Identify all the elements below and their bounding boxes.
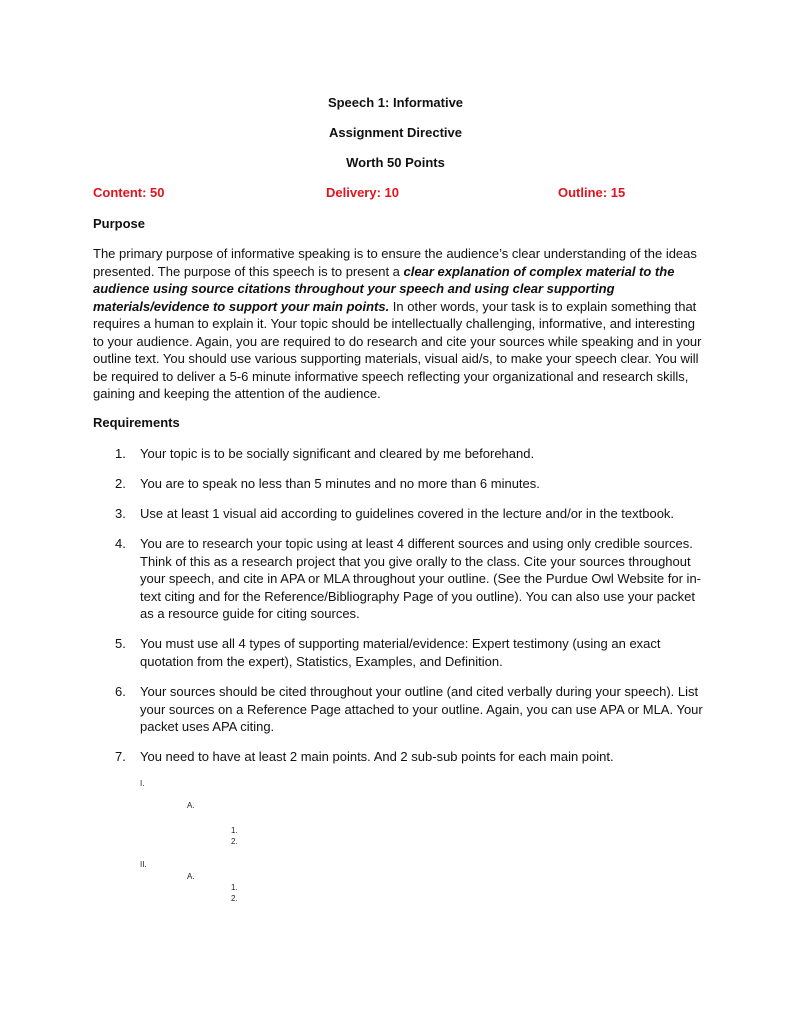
requirement-number: 2. [115,476,126,491]
requirements-heading: Requirements [93,415,180,430]
outline-score: Outline: 15 [558,185,626,200]
requirement-text: Use at least 1 visual aid according to guidelines covered in the lecture and/or in the textbook. [140,506,675,521]
requirement-text: You are to research your topic using at least 4 different sources and using only credible sources. Think of this as a research project that you give orally to the class. Cite your sources throughout your speech, and cite in APA or MLA throughout your outline. (See the Purdue Owl Website for in-text citing and for the Reference/Bibliography Page of you outline). You can also use your packet as a resource guide for citing sources. [140,536,701,621]
outline-number-2: 2. [231,894,238,903]
outline-letter-a: A. [187,872,195,881]
requirement-number: 5. [115,636,126,651]
outline-number-2: 2. [231,837,238,846]
requirement-text: You need to have at least 2 main points. And 2 sub-sub points for each main point. [140,749,614,764]
purpose-paragraph [93,245,703,403]
purpose-text-after: In other words, your task is to explain something that requires a human to explain it. Your topic should be intellectually challenging, informative, and interesting to your audience. Again, you are required to do research and cite your sources while speaking and in your outline text. You should use various supporting materials, visual aid/s, to make your speech clear. You will be required to deliver a 5-6 minute informative speech reflecting your organizational and research skills, gaining and keeping the attention of the audience. [93,298,702,401]
outline-roman-ii: II. [140,860,147,869]
requirement-text: Your topic is to be socially significant and cleared by me beforehand. [140,446,535,461]
requirement-text: You are to speak no less than 5 minutes and no more than 6 minutes. [140,476,540,491]
requirement-number: 4. [115,536,126,551]
purpose-heading: Purpose [93,216,146,231]
points-worth: Worth 50 Points [346,155,445,170]
requirement-number: 6. [115,684,126,699]
delivery-score: Delivery: 10 [326,185,399,200]
requirement-text: Your sources should be cited throughout your outline (and cited verbally during your speech). List your sources on a Reference Page attached to your outline. Again, you can use APA or MLA. Your packet uses APA citing. [140,684,703,734]
requirement-number: 1. [115,446,126,461]
requirement-text: You must use all 4 types of supporting material/evidence: Expert testimony (using an exact quotation from the expert), Statistics, Examples, and Definition. [140,636,661,669]
outline-number-1: 1. [231,826,238,835]
requirement-number: 7. [115,749,126,764]
document-subtitle: Assignment Directive [329,125,462,140]
outline-letter-a: A. [187,801,195,810]
requirement-number: 3. [115,506,126,521]
outline-roman-i: I. [140,779,145,788]
outline-number-1: 1. [231,883,238,892]
content-score: Content: 50 [93,185,165,200]
purpose-text-before: The primary purpose of informative speaking is to ensure the audience’s clear understanding of the ideas presented. The purpose of this speech is to present a [93,246,697,279]
purpose-emphasis: clear explanation of complex material to the audience using source citations throughout your speech and using clear supporting materials/evidence to support your main points. [93,263,675,314]
document-title: Speech 1: Informative [327,95,464,110]
